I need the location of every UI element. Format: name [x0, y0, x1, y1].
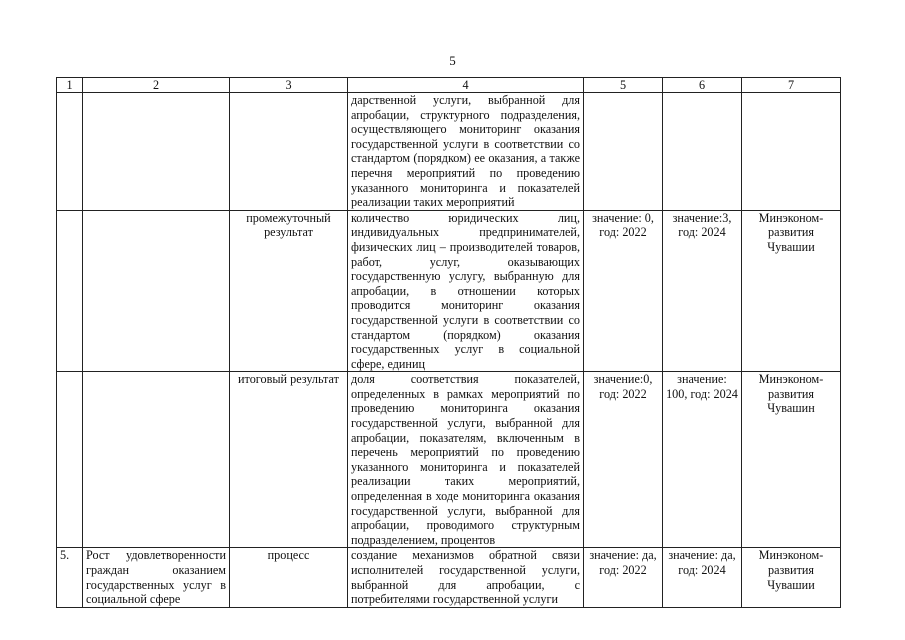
base-value-cell: значение: да, год: 2022 [584, 548, 663, 607]
responsible-cell: Минэконом-развития Чувашии [742, 210, 841, 372]
base-value-cell [584, 93, 663, 211]
table-row [57, 372, 841, 548]
indicator-cell [83, 93, 230, 211]
table-row [57, 210, 841, 372]
indicator-cell [83, 372, 230, 548]
description-cell: дарственной услуги, выбранной для апробации, структурного подразделения, осуществляющего мониторинг оказания государственной услуги в соответствии со стандартом (порядком) ее оказания, а также перечня мероприятий по проведению указанного мониторинга и показателей реализации таких мероприятий [348, 93, 584, 211]
header-cell-3: 3 [230, 78, 348, 93]
header-cell-1: 1 [57, 78, 83, 93]
header-cell-6: 6 [663, 78, 742, 93]
page-number: 5 [449, 53, 456, 68]
target-value-cell [663, 93, 742, 211]
target-value-cell: значение:3, год: 2024 [663, 210, 742, 372]
responsible-cell [742, 93, 841, 211]
header-cell-4: 4 [348, 78, 584, 93]
indicator-type-cell: промежуточный результат [230, 210, 348, 372]
header-cell-5: 5 [584, 78, 663, 93]
target-value-cell: значение: да, год: 2024 [663, 548, 742, 607]
header-row [57, 78, 841, 93]
target-value-cell: значение: 100, год: 2024 [663, 372, 742, 548]
indicator-type-cell [230, 93, 348, 211]
indicator-type-cell: процесс [230, 548, 348, 607]
base-value-cell: значение:0, год: 2022 [584, 372, 663, 548]
row-number-cell [57, 372, 83, 548]
responsible-cell: Минэконом-развития Чувашин [742, 372, 841, 548]
row-number-cell [57, 93, 83, 211]
indicator-cell [83, 210, 230, 372]
indicator-type-cell: итоговый результат [230, 372, 348, 548]
base-value-cell: значение: 0, год: 2022 [584, 210, 663, 372]
header-cell-7: 7 [742, 78, 841, 93]
indicators-table [56, 77, 841, 608]
responsible-cell: Минэконом-развития Чувашии [742, 548, 841, 607]
description-cell: создание механизмов обратной связи исполнителей государственной услуги, выбранной для апробации, с потребителями государственной услуги [348, 548, 584, 607]
indicator-cell: Рост удовлетворенности граждан оказанием государственных услуг в социальной сфере [83, 548, 230, 607]
header-cell-2: 2 [83, 78, 230, 93]
table-row [57, 548, 841, 607]
description-cell: количество юридических лиц, индивидуальных предпринимателей, физических лиц – производителей товаров, работ, услуг, оказывающих государственную услугу, выбранную для апробации, в отношении которых проводится мониторинг оказания государственной услуги в соответствии со стандартом (порядком) оказания государственных услуг в социальной сфере, единиц [348, 210, 584, 372]
row-number-cell: 5. [57, 548, 83, 607]
description-cell: доля соответствия показателей, определенных в рамках мероприятий по проведению мониторинга оказания государственной услуги, выбранной для апробации, показателям, включенным в перечень мероприятий по проведению указанного мониторинга и показателей реализации таких мероприятий, определенная в ходе мониторинга оказания государственной услуги, выбранной для апробации, проводимого структурным подразделением, процентов [348, 372, 584, 548]
table-row [57, 93, 841, 211]
row-number-cell [57, 210, 83, 372]
